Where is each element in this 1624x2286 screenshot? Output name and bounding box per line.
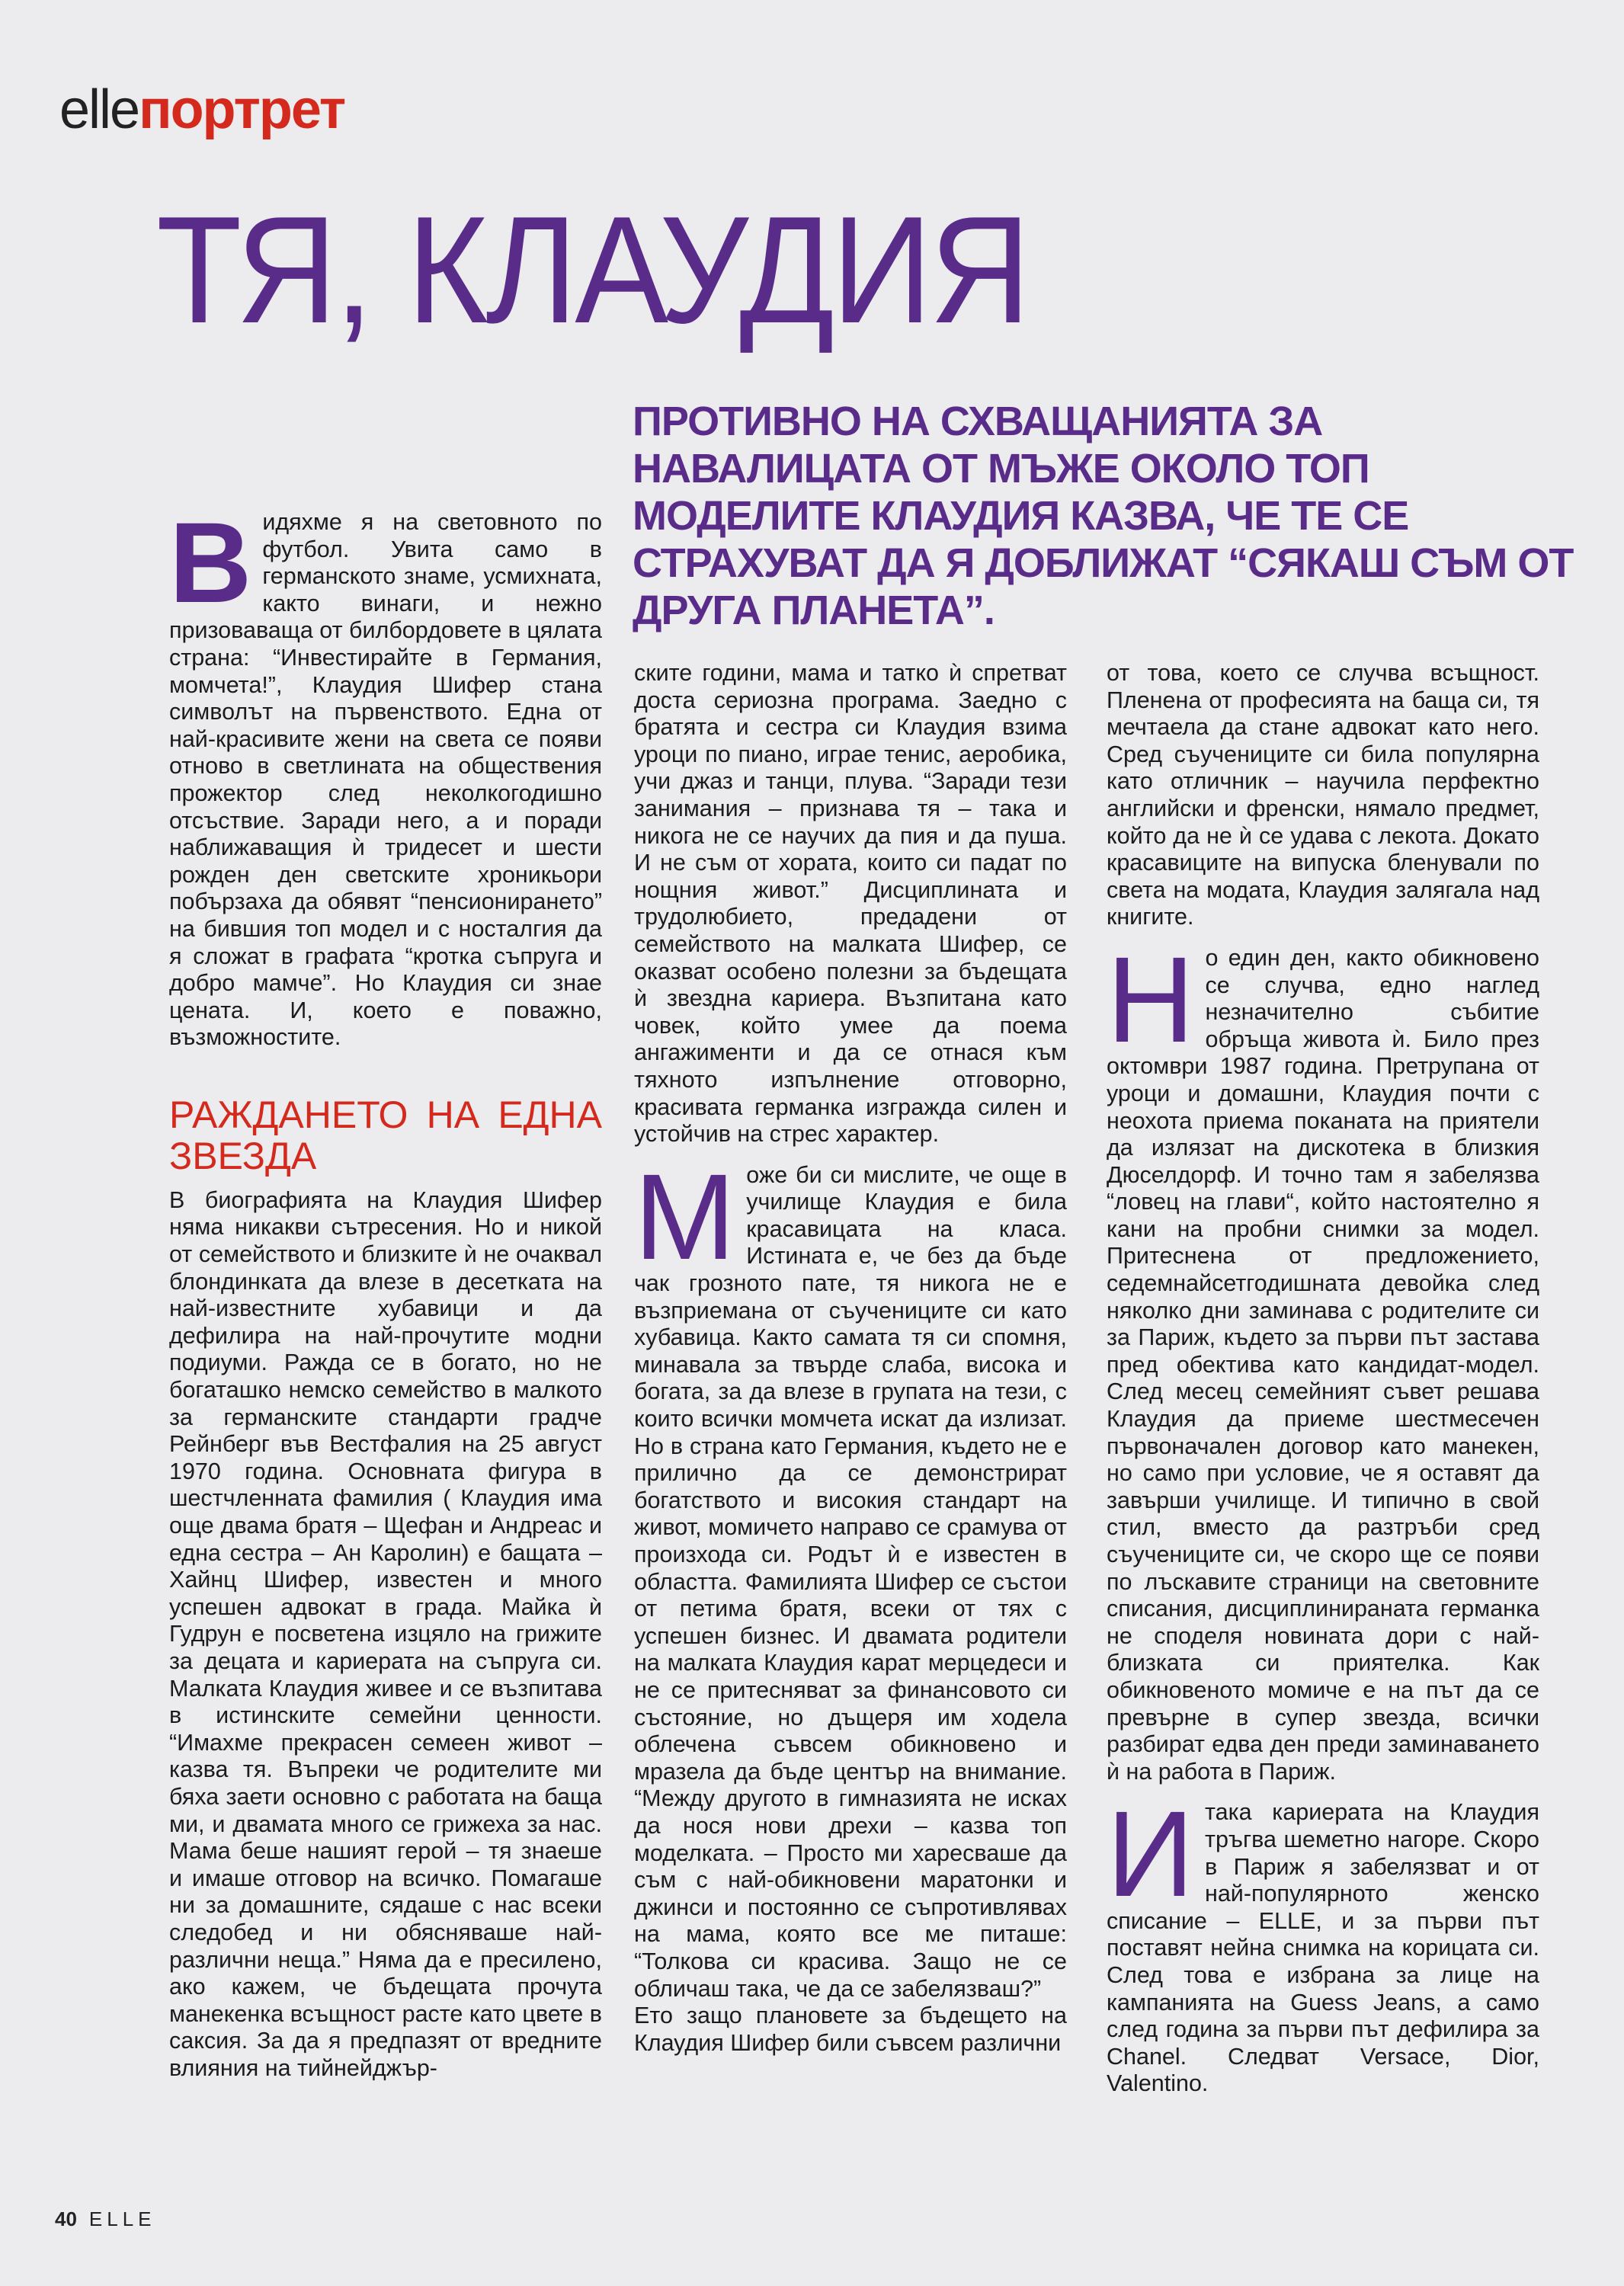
column-3: [1107, 660, 1539, 2098]
section-name: портрет: [139, 79, 345, 140]
paragraph-text: оже би си мислите, че още в училище Клаудия е била красавицата на класа. Истината е, че без да бъде чак грозното пате, тя никога не е възприемана от съучениците си като хубавица. Както самата тя си спомня, минавала за твърде слаба, висока и богата, за да влезе в групата на тези, с които всички момчета искат да излизат. Но в страна като Германия, където не е прилично да се демонстрират богатството и високия стандарт на живот, момичето направо се срамува от произхода си. Родът ѝ е известен в областта. Фамилията Шифер се състои от петима братя, всеки от тях с успешен бизнес. И двамата родители на малката Клаудия карат мерцедеси и не се притесняват за финансовото си състояние, но дъщеря им ходела облечена съвсем обикновено и мразела да бъде център на внимание. “Между другото в гимназията не исках да нося нови дрехи – казва топ моделката. – Просто ми харесваше да съм с най-обикновени маратонки и джинси и постоянно се съпротивлявах на мама, която все ме питаше: “Толкова си красива. Защо не се обличаш така, че да се забелязваш?”: [634, 1161, 1067, 2002]
drop-cap: И: [1107, 1785, 1194, 1923]
body-paragraph: Ето защо плановете за бъдещето на Клаудия Шифер били съвсем различни: [634, 2003, 1067, 2056]
intro-paragraph: [169, 498, 603, 1052]
section-subhead: РАЖДАНЕТО НА ЕДНА ЗВЕЗДА: [169, 1093, 602, 1177]
intro-text: идяхме я на световното по футбол. Увита само в германското знаме, усмихната, както винаги, и нежно призоваваща от билбордовете в цялата страна: “Инвестирайте в Германия, момчета!”, Клаудия Шифер стана символът на първенството. Една от най-красивите жени на света се появи отново в светлината на обществения прожектор след неколкогодишно отсъствие. Заради него, а и поради наближаващия ѝ тридесет и шести рожден ден светските хроникьори побързаха да обявят “пенсионирането” на бившия топ модел и с носталгия да я сложат в графата “кротка съпруга и добро мамче”. Но Клаудия си знае цената. И, което е поважно, възможностите.: [169, 509, 603, 1051]
body-paragraph: [1107, 930, 1539, 1785]
column-2: [634, 660, 1067, 2057]
body-paragraph: В биографията на Клаудия Шифер няма никакви сътресения. Но и никой от семейството и близките ѝ не очаквал блондинката да влезе в десетката на най-известните хубавици и да дефилира на най-прочутите модни подиуми. Ражда се в богато, но не богаташко немско семейство в малкото за германските стандарти градче Рейнберг във Вестфалия на 25 август 1970 година. Основната фигура в шестчленната фамилия ( Клаудия има още двама братя – Щефан и Андреас и една сестра – Ан Каролин) е бащата – Хайнц Шифер, известен и много успешен адвокат в града. Майка ѝ Гудрун е посветена изцяло на грижите за децата и кариерата на съпруга си. Малката Клаудия живее и се възпитава в истинските семейни ценности. “Имахме прекрасен семеен живот – казва тя. Въпреки че родителите ми бяха заети основно с работата на баща ми, и двамата много се грижеха за нас. Мама беше нашият герой – тя знаеше и имаше отговор на всичко. Помагаше ни за домашните, сядаше с нас всеки следобед и ни обясняваше най-различни неща.” Няма да е пресилено, ако кажем, че бъдещата прочута манекенка всъщност расте като цвете в саксия. За да я предпазят от вредните влияния на тийнейджър-: [169, 1186, 602, 2081]
body-paragraph: [634, 1148, 1067, 2003]
article-headline: ТЯ, КЛАУДИЯ: [156, 185, 1028, 355]
body-paragraph: от това, което се случва всъщност. Пленена от професията на баща си, тя мечтаела да стане адвокат като него. Сред съучениците си била популярна като отличник – научила перфектно английски и френски, нямало предмет, който да не ѝ се удава с лекота. Докато красавиците на випуска бленували по света на модата, Клаудия залягала над книгите.: [1107, 660, 1539, 930]
magazine-name: ELLE: [88, 2208, 156, 2230]
magazine-brand: elle: [59, 79, 139, 140]
body-paragraph: [1107, 1785, 1539, 2098]
column-1: [169, 498, 603, 2082]
pull-quote: ПРОТИВНО НА СХВАЩАНИЯТА ЗА НАВАЛИЦАТА ОТ МЪЖЕ ОКОЛО ТОП МОДЕЛИТЕ КЛАУДИЯ КАЗВА, ЧЕ ТЕ СЕ СТРАХУВАТ ДА Я ДОБЛИЖАТ “СЯКАШ СЪМ ОТ ДРУГА ПЛАНЕТА”.: [633, 399, 1574, 633]
paragraph-text: о един ден, както обикновено се случва, едно наглед незначително събитие обръща живота ѝ. Било през октомври 1987 година. Претрупана от уроци и домашни, Клаудия почти с неохота приема поканата на приятели да излязат на дискотека в близкия Дюселдорф. И точно там я забелязва “ловец на глави“, който настоятелно я кани на пробни снимки за модел. Притеснена от предложението, седемнайсетгодишната девойка след няколко дни заминава с родителите си за Париж, където за първи път застава пред обектива като кандидат-модел. След месец семейният съвет решава Клаудия да приеме шестмесечен първоначален договор като манекен, но само при условие, че я оставят да завърши училище. И типично в свой стил, вместо да разтръби сред съучениците си, че скоро ще се появи по лъскавите страници на световните списания, дисциплинираната германка не споделя новината дори с най-близката си приятелка. Как обикновеното момиче е на път да се превърне в супер звезда, всички разбират едва ден преди заминаването ѝ на работа в Париж.: [1107, 944, 1539, 1785]
section-rubric: [59, 79, 345, 140]
paragraph-text: така кариерата на Клаудия тръгва шеметно нагоре. Скоро в Париж я забелязват и от най-популярното женско списание – ELLE, и за първи път поставят нейна снимка на корицата си. След това е избрана за лице на кампанията на Guess Jeans, а само след година за първи път дефилира за Chanel. Следват Versace, Dior, Valentino.: [1107, 1799, 1539, 2097]
drop-cap: М: [634, 1148, 736, 1285]
body-paragraph: ските години, мама и татко ѝ спретват доста сериозна програма. Заедно с братята и сестра си Клаудия взима уроци по пиано, играе тенис, аеробика, учи джаз и танци, плува. “Заради тези занимания – признава тя – така и никога не се научих да пия и да пуша. И не съм от хората, които си падат по нощния живот.” Дисциплината и трудолюбието, предадени от семейството на малката Шифер, се оказват особено полезни за бъдещата ѝ звездна кариера. Възпитана като човек, който умее да поема ангажименти и да се отнася към тяхното изпълнение отговорно, красивата германка изгражда силен и устойчив на стрес характер.: [634, 660, 1067, 1148]
page-number: 40: [55, 2208, 77, 2230]
drop-cap: Н: [1107, 930, 1195, 1068]
page-folio: [55, 2208, 156, 2231]
drop-cap: В: [169, 498, 252, 626]
